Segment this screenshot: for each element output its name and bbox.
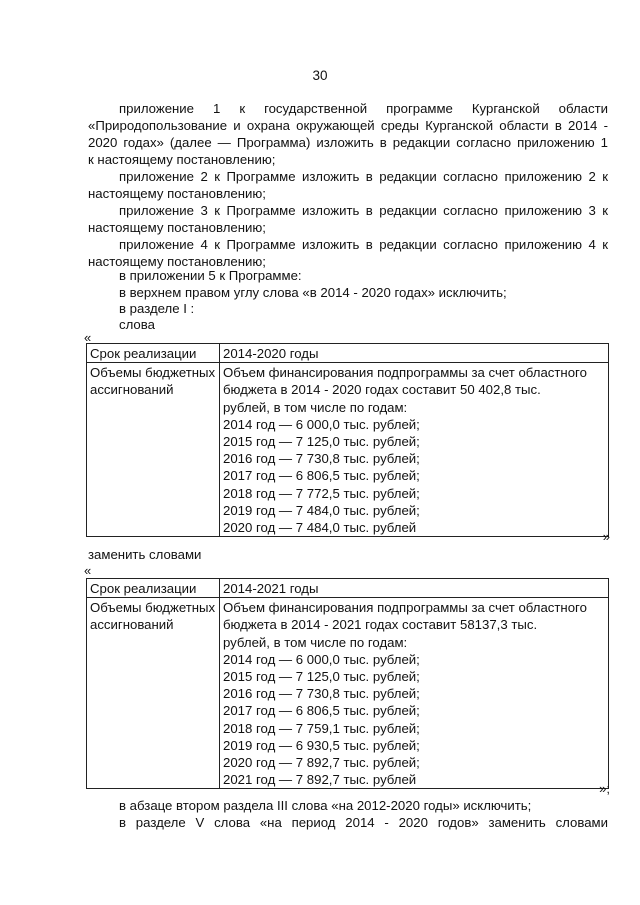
table-new-year-line: 2020 год — 7 892,7 тыс. рублей; [223,755,420,771]
p3-line-2: настоящему постановлению; [88,220,266,235]
table-old-text-line: рублей, в том числе по годам: [223,399,408,415]
table-new-year-line: 2019 год — 6 930,5 тыс. рублей; [223,737,420,753]
table-old-period-value: 2014-2020 годы [220,344,609,363]
table-new-year-line: 2018 год — 7 759,1 тыс. рублей; [223,720,420,736]
table-new-year-line: 2017 год — 6 806,5 тыс. рублей; [223,703,420,719]
table-old-text-line: бюджета в 2014 - 2020 годах составит 50 402,8 тыс. [223,382,541,398]
table-new-text-line: Объем финансирования подпрограммы за счет областного [223,600,587,616]
table-old-year-line: 2019 год — 7 484,0 тыс. рублей; [223,502,420,518]
quote-close-semicolon: »; [599,781,610,796]
outro-line-2: в разделе V слова «на период 2014 - 2020 годов» заменить словами [119,815,608,830]
table-old-label-line-2: ассигнований [90,382,174,398]
table-old-year-line: 2014 год — 6 000,0 тыс. рублей; [223,416,420,432]
table-old-year-line: 2018 год — 7 772,5 тыс. рублей; [223,485,420,501]
table-old-row-funding [87,363,609,537]
p8-line: слова [119,317,155,332]
quote-open-2: « [84,563,92,578]
table-old-label-line-1: Объемы бюджетных [90,365,216,381]
p1-line-2: «Природопользование и охрана окружающей среды Курганской области в 2014 - [88,118,608,133]
table-old-row-period [87,344,609,363]
table-old-funding-label [87,363,220,537]
table-old-year-line: 2020 год — 7 484,0 тыс. рублей [223,520,417,536]
table-new-year-line: 2021 год — 7 892,7 тыс. рублей [223,772,417,788]
table-new [86,578,609,789]
p2-line-1: приложение 2 к Программе изложить в редакции согласно приложению 2 к [119,169,608,184]
table-old-funding-value [220,363,609,537]
table-new-text-line: бюджета в 2014 - 2021 годах составит 58137,3 тыс. [223,617,538,633]
table-old-year-line: 2016 год — 7 730,8 тыс. рублей; [223,451,420,467]
table-new-year-line: 2014 год — 6 000,0 тыс. рублей; [223,651,420,667]
p1-line-1: приложение 1 к государственной программе Курганской области [119,101,608,116]
table-new-row-funding [87,598,609,789]
p5-line: в приложении 5 к Программе: [119,268,302,283]
p3-line-1: приложение 3 к Программе изложить в редакции согласно приложению 3 к [119,203,608,218]
quote-close-1: » [602,529,610,544]
table-old-period-label: Срок реализации [87,344,220,363]
table-new-period-value: 2014-2021 годы [220,579,609,598]
table-new-funding-label [87,598,220,789]
table-old-year-line: 2017 год — 6 806,5 тыс. рублей; [223,468,420,484]
p4-line-1: приложение 4 к Программе изложить в редакции согласно приложению 4 к [119,237,608,252]
table-new-text-line: рублей, в том числе по годам: [223,634,408,650]
page-number: 30 [312,68,328,83]
table-new-year-line: 2015 год — 7 125,0 тыс. рублей; [223,669,420,685]
p1-line-3: 2020 годах» (далее — Программа) изложить в редакции согласно приложению 1 [88,135,608,150]
p4-line-2: настоящему постановлению; [88,254,266,269]
outro-line-1: в абзаце втором раздела III слова «на 2012-2020 годы» исключить; [119,798,532,813]
quote-open-1: « [84,330,92,345]
table-new-funding-value [220,598,609,789]
table-old-text-line: Объем финансирования подпрограммы за счет областного [223,365,587,381]
table-old [86,343,609,537]
p7-line: в разделе I : [119,301,195,316]
p1-line-4: к настоящему постановлению; [88,152,276,167]
replace-with-line: заменить словами [88,547,202,562]
table-new-label-line-2: ассигнований [90,617,174,633]
p6-line: в верхнем правом углу слова «в 2014 - 2020 годах» исключить; [119,285,507,300]
table-new-label-line-1: Объемы бюджетных [90,600,216,616]
table-new-row-period [87,579,609,598]
table-new-period-label: Срок реализации [87,579,220,598]
table-old-year-line: 2015 год — 7 125,0 тыс. рублей; [223,434,420,450]
table-new-year-line: 2016 год — 7 730,8 тыс. рублей; [223,686,420,702]
p2-line-2: настоящему постановлению; [88,186,266,201]
